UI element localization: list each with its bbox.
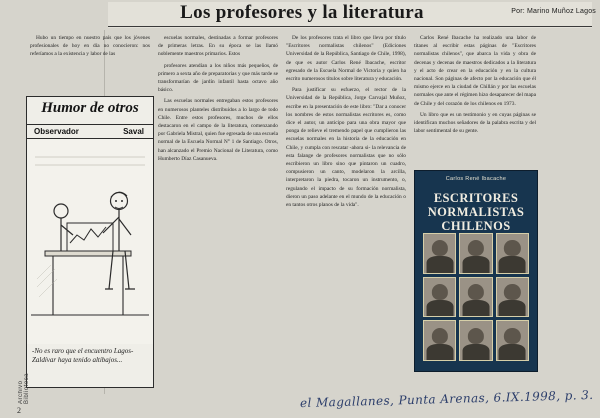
- cartoon-credits: [27, 124, 153, 139]
- book-author: Carlos René Ibacache: [445, 176, 507, 182]
- portrait: [423, 320, 456, 361]
- paragraph: Para justificar su esfuerzo, el rector de la Universidad de la República, Jorge Carvajal Muñoz, escribe en la presentación de este libro: "Dar a conocer los nombres de estos normalistas escritores es, como dice el autor, un anticipo para una obra mayor que ponga de relieve el tremendo papel que cumplieron las escuelas normales en la historia de la educación en Chile, y cumpla con rescatar -ahora si- la relevancia de esta falange de profesores normalistas que no sólo escribieron un libro sino que pintaron un cuadro, compusieron un canto, modelaron la arcilla, interpretaron la piedra, tocaron un instrumento, o, regulando el impacto de su formación normalista, dieron un paso adelante en el mundo de la educación o en tantos otros planos de la vida".: [286, 87, 406, 209]
- portrait: [459, 277, 492, 318]
- portrait: [459, 320, 492, 361]
- cartoon-artwork: [27, 139, 153, 344]
- page-number: 2: [17, 406, 21, 415]
- paragraph: Hubo un tiempo en nuestro país que los jóvenes profesionales de hoy en día no conocieron: nos referíamos a la existencia y labor de las: [30, 35, 150, 58]
- cartoon-artist-label: Saval: [123, 127, 144, 136]
- page-title: Los profesores y la literatura: [180, 2, 424, 23]
- book-cover-image: [414, 170, 538, 372]
- cartoon-title: Humor de otros: [41, 100, 139, 116]
- paragraph: escuelas normales, destinadas a formar profesores de primeras letras. En su época se las llamó noblemente maestros primarios. Estos: [158, 35, 278, 58]
- cartoon-panel: [26, 96, 154, 388]
- article-column-4: [414, 34, 536, 164]
- paragraph: Carlos René Ibacache ha realizado una labor de titanes al escribir estas páginas de "Escritores normalistas chilenos", que abarca la vida y obra de decenas y decenas de maestros dedicados a la literatura y el acto de crear en la educación y en la cultura nacional. Son páginas de afecto por la educación que él mismo ejerce en la ciudad de Chillán y por las escuelas normales que ante el régimen hizo desaparecer del mapa de Chile y del corazón de los chilenos en 1973.: [414, 35, 536, 107]
- library-stamp: Archivo Biblioteca: [18, 372, 30, 404]
- portrait: [496, 277, 529, 318]
- book-title: ESCRITORES NORMALISTAS CHILENOS: [427, 191, 525, 233]
- book-cover-portraits: [423, 233, 529, 361]
- article-column-2: [158, 34, 278, 394]
- article-column-1: [30, 34, 150, 94]
- cartoon-drawing-icon: [27, 139, 153, 344]
- portrait: [423, 277, 456, 318]
- article-column-3: [286, 34, 406, 394]
- paragraph: Las escuelas normales entregaban estos profesores en numerosos planteles distribuidos a lo largo de todo Chile. Entre estos profesores, muchos de ellos destacaron en el campo de la literatura, comenzando por Gabriela Mistral, quien fue egresada de una escuela normal de la Escuela Normal N° 1 de Santiago. Otros, han alcanzado el Premio Nacional de Literatura, como Humberto Díaz Casanueva.: [158, 98, 278, 162]
- portrait: [423, 233, 456, 274]
- cartoon-caption: -No es raro que el encuentro Lagos-Zaldívar haya tenido altibajos...: [32, 347, 134, 365]
- portrait: [496, 320, 529, 361]
- handwritten-source-note: el Magallanes, Punta Arenas, 6.IX.1998, p. 3.: [299, 387, 594, 411]
- header-divider: [108, 26, 592, 27]
- byline: Por: Marino Muñoz Lagos: [511, 8, 596, 15]
- portrait: [459, 233, 492, 274]
- paragraph: profesores atendían a los niños más pequeños, de primero a sexta año de preparatorias y que más tarde se transformarían de jardín infantil hasta octavo año básico.: [158, 62, 278, 94]
- paragraph: De los profesores trata el libro que lleva por título "Escritores normalistas chilenos" (Ediciones Universidad de la República, Santiago de Chile, 1998), de que es autor Carlos René Ibacache, escritor egresado de la Escuela Normal de Victoria y quien ha escrito numerosos títulos sobre literatura y educación.: [286, 35, 406, 83]
- portrait: [496, 233, 529, 274]
- paragraph: Un libro que es un testimonio y en cuyas páginas se identifican muchos señadores de la palabra escrita y del labor sentimental de su gente.: [414, 111, 536, 135]
- cartoon-source-label: Observador: [34, 127, 79, 136]
